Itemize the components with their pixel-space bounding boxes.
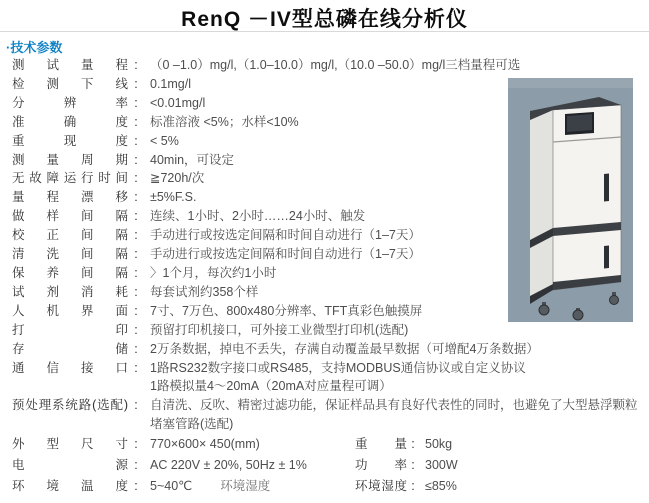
spec-colon-spacer [128, 415, 144, 434]
spec-label: 校正间隔 [12, 228, 128, 243]
spec-colon: : [134, 437, 138, 451]
bottom-spec-row [12, 434, 642, 455]
section-header: ·技术参数 [6, 40, 63, 55]
spec-label: 清洗间隔 [12, 247, 128, 262]
spec-label: 打印 [12, 322, 128, 337]
spec-row-continuation [12, 377, 642, 396]
spec-row-continuation [12, 415, 642, 434]
spec-value: 预留打印机接口，可外接工业微型打印机(选配) [150, 322, 409, 337]
spec-label: 试剂消耗 [12, 284, 128, 299]
spec-value: 0.1mg/l [150, 76, 191, 91]
spec-colon: : [134, 398, 138, 413]
spec-label: 人机界面 [12, 303, 128, 318]
spec-label: 无故障运行时间 [12, 171, 128, 186]
spec-value: ≤85% [425, 479, 457, 493]
spec-value: ≧720h/次 [150, 171, 205, 186]
spec-value: 自清洗、反吹、精密过滤功能，保证样品具有良好代表性的同时，也避免了大型悬浮颗粒 [150, 398, 638, 413]
spec-label: 重现度 [12, 133, 128, 148]
spec-value: 每套试剂约358个样 [150, 284, 259, 299]
spec-value: 1路RS232数字接口或RS485，支持MODBUS通信协议或自定义协议 [150, 360, 526, 375]
bottom-left-cell [12, 434, 355, 455]
spec-colon: : [134, 152, 138, 167]
spec-label: 测量周期 [12, 152, 128, 167]
spec-colon: : [134, 209, 138, 224]
spec-label: 功率 [355, 458, 407, 472]
upper-door-handle [604, 174, 609, 202]
spec-label: 检测下线 [12, 76, 128, 91]
bottom-left-cell [12, 476, 355, 497]
spec-label: 环境湿度 [355, 479, 407, 493]
spec-row [12, 340, 642, 359]
spec-label: 测试量程 [12, 58, 128, 72]
spec-label: 预处理系统路(选配) [12, 398, 128, 413]
page-title: RenQ －IV型总磷在线分析仪 [181, 8, 468, 31]
spec-colon: : [134, 341, 138, 356]
spec-row [12, 359, 642, 378]
spec-value: 770×600× 450(mm) [150, 437, 260, 451]
spec-row [12, 56, 642, 75]
spec-colon-spacer [128, 377, 144, 396]
spec-label: 环境温度 [12, 479, 128, 493]
spec-value: 手动进行或按选定间隔和时间自动进行（1–7天） [150, 247, 421, 262]
spec-row [12, 396, 642, 415]
spec-extra-label: 环境湿度 [220, 479, 271, 493]
cabinet-side-panel [530, 110, 553, 304]
bottom-spec-row [12, 455, 642, 476]
spec-colon: : [134, 95, 138, 110]
spec-colon: : [134, 171, 138, 186]
spec-label: 保养间隔 [12, 265, 128, 280]
spec-value: 2万条数据，掉电不丢失，存满自动覆盖最早数据（可增配4万条数据） [150, 341, 539, 356]
bottom-spec-table [12, 434, 642, 497]
spec-colon: : [134, 360, 138, 375]
spec-value: 手动进行或按选定间隔和时间自动进行（1–7天） [150, 228, 421, 243]
spec-colon: : [134, 265, 138, 280]
spec-colon: : [134, 133, 138, 148]
spec-value: （0 –1.0）mg/l,（1.0–10.0）mg/l,（10.0 –50.0）mg/l三档量程可选 [150, 58, 521, 72]
analyzer-cabinet-illustration [508, 78, 633, 322]
caster-wheel [539, 305, 549, 315]
spec-value: 40min，可设定 [150, 152, 235, 167]
spec-colon: : [411, 458, 415, 472]
spec-colon: : [134, 247, 138, 262]
spec-value: 堵塞管路(选配) [150, 417, 234, 432]
bottom-right-cell [355, 434, 452, 455]
spec-value: AC 220V ± 20%, 50Hz ± 1% [150, 458, 307, 472]
caster-wheel [610, 296, 619, 305]
spec-value: 1路模拟量4～20mA（20mA对应量程可调） [150, 379, 392, 394]
bottom-right-cell [355, 476, 457, 497]
spec-label: 电源 [12, 458, 128, 472]
spec-label-spacer [12, 377, 128, 396]
bottom-right-cell [355, 455, 458, 476]
spec-label: 做样间隔 [12, 209, 128, 224]
lower-door-handle [604, 246, 609, 269]
spec-colon: : [134, 303, 138, 318]
spec-value: 〉1个月，每次约1小时 [150, 265, 277, 280]
spec-label: 外型尺寸 [12, 437, 128, 451]
spec-label: 准确度 [12, 114, 128, 129]
spec-label: 重量 [355, 437, 407, 451]
spec-colon: : [134, 190, 138, 205]
spec-value: <0.01mg/l [150, 95, 206, 110]
spec-colon: : [134, 284, 138, 299]
spec-colon: : [134, 76, 138, 91]
spec-value: ±5%F.S. [150, 190, 197, 205]
spec-value: 标准溶液 <5%；水样<10% [150, 114, 299, 129]
spec-value: 50kg [425, 437, 453, 451]
spec-value: 7寸、7万色、800x480分辨率、TFT真彩色触摸屏 [150, 303, 423, 318]
spec-label: 存储 [12, 341, 128, 356]
spec-colon: : [134, 228, 138, 243]
spec-value: 连续、1小时、2小时……24小时、触发 [150, 209, 366, 224]
spec-value: 5~40℃ [150, 479, 193, 493]
bottom-spec-row [12, 476, 642, 497]
spec-value: < 5% [150, 133, 179, 148]
spec-row [12, 321, 642, 340]
product-photo [508, 78, 633, 322]
spec-colon: : [134, 458, 138, 472]
bottom-left-cell [12, 455, 355, 476]
caster-wheel [573, 310, 583, 320]
spec-colon: : [134, 114, 138, 129]
spec-colon: : [411, 437, 415, 451]
spec-colon: : [134, 479, 138, 493]
spec-colon: : [134, 322, 138, 337]
spec-colon: : [411, 479, 415, 493]
spec-colon: : [134, 58, 138, 72]
title-divider [0, 31, 649, 32]
spec-value: 300W [425, 458, 458, 472]
spec-label: 分辨率 [12, 95, 128, 110]
spec-label-spacer [12, 415, 128, 434]
spec-label: 通信接口 [12, 360, 128, 375]
spec-label: 量程漂移 [12, 190, 128, 205]
